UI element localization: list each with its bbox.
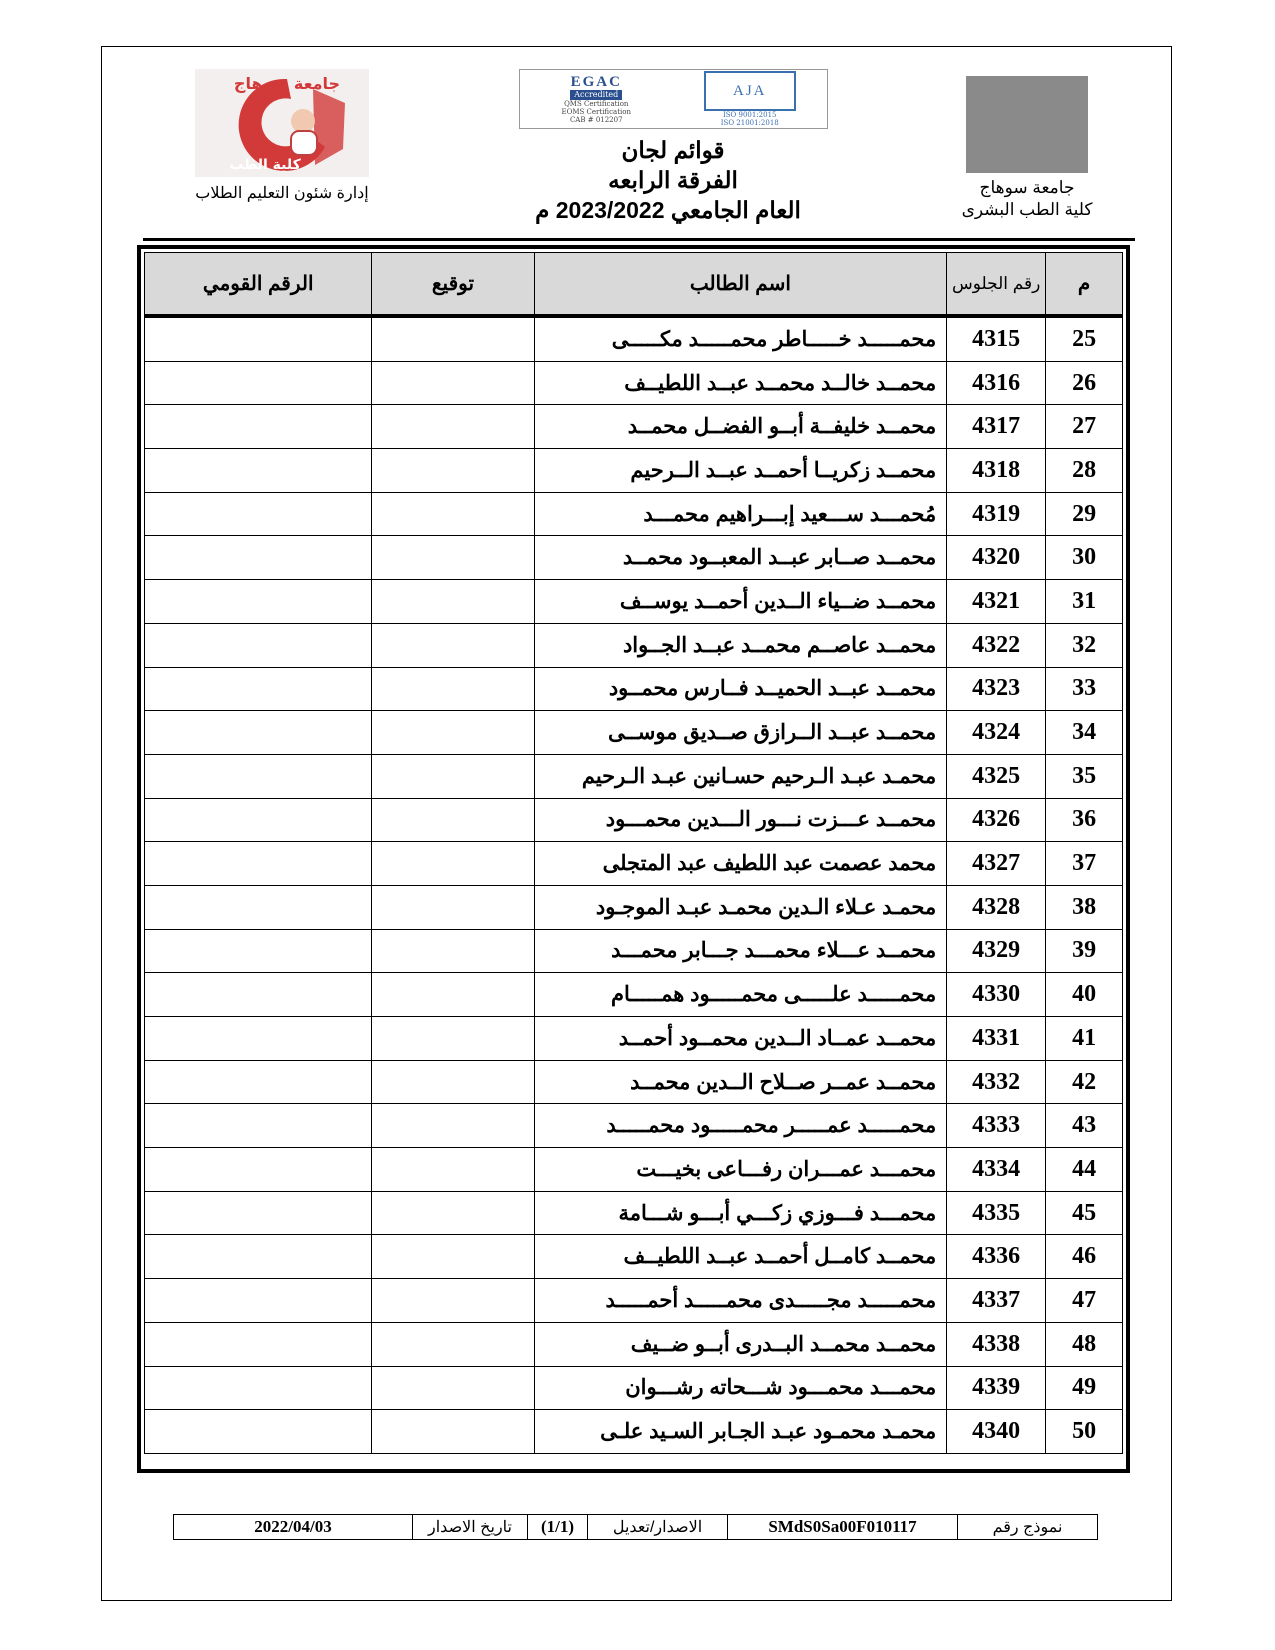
department-name: إدارة شئون التعليم الطلاب xyxy=(195,185,369,202)
title-block xyxy=(518,69,828,225)
table-row xyxy=(145,1322,1123,1366)
table-row xyxy=(145,1148,1123,1192)
seat-number: 4325 xyxy=(947,754,1046,798)
seat-number: 4328 xyxy=(947,885,1046,929)
student-name: محمــد زكريــا أحمــد عبــد الــرحيم xyxy=(534,449,947,493)
student-name: محمـــد عمـــران رفـــاعى بخيـــت xyxy=(534,1148,947,1192)
row-index: 33 xyxy=(1046,667,1123,711)
seat-number: 4321 xyxy=(947,580,1046,624)
col-header-signature: توقيع xyxy=(372,253,534,317)
student-name: محمـد عبـد الـرحيم حسـانين عبـد الـرحيم xyxy=(534,754,947,798)
national-id-cell xyxy=(145,754,372,798)
table-row xyxy=(145,842,1123,886)
national-id-cell xyxy=(145,929,372,973)
national-id-cell xyxy=(145,1322,372,1366)
national-id-cell xyxy=(145,1017,372,1061)
roster-table xyxy=(144,252,1123,1454)
signature-cell xyxy=(372,1148,534,1192)
national-id-cell xyxy=(145,1410,372,1454)
row-index: 46 xyxy=(1046,1235,1123,1279)
seat-number: 4333 xyxy=(947,1104,1046,1148)
row-index: 44 xyxy=(1046,1148,1123,1192)
national-id-cell xyxy=(145,1104,372,1148)
table-row xyxy=(145,316,1123,361)
signature-cell xyxy=(372,711,534,755)
student-name: محمــد عبــد الــرازق صــديق موســى xyxy=(534,711,947,755)
row-index: 36 xyxy=(1046,798,1123,842)
student-name: محمــد عمــر صــلاح الــدين محمــد xyxy=(534,1060,947,1104)
seat-number: 4337 xyxy=(947,1279,1046,1323)
row-index: 41 xyxy=(1046,1017,1123,1061)
table-row xyxy=(145,929,1123,973)
national-id-cell xyxy=(145,1366,372,1410)
seat-number: 4340 xyxy=(947,1410,1046,1454)
national-id-cell xyxy=(145,1279,372,1323)
student-name: محمــد عـــزت نـــور الـــدين محمـــود xyxy=(534,798,947,842)
signature-cell xyxy=(372,1191,534,1235)
signature-cell xyxy=(372,536,534,580)
university-logo-placeholder xyxy=(966,76,1088,173)
seat-number: 4322 xyxy=(947,623,1046,667)
aja-line: ISO 21001:2018 xyxy=(720,119,779,127)
national-id-cell xyxy=(145,623,372,667)
table-row xyxy=(145,711,1123,755)
form-number-value-text: SMdS0Sa00F010117 xyxy=(768,1517,917,1536)
row-index: 27 xyxy=(1046,405,1123,449)
seat-number: 4323 xyxy=(947,667,1046,711)
student-name: محمـــد محمـــود شـــحاته رشـــوان xyxy=(534,1366,947,1410)
national-id-cell xyxy=(145,711,372,755)
student-name: محمــد ضــياء الــدين أحمــد يوســف xyxy=(534,580,947,624)
egac-accredited-badge: Accredited xyxy=(570,90,622,100)
certification-badges xyxy=(519,69,828,129)
table-row xyxy=(145,1410,1123,1454)
signature-cell xyxy=(372,623,534,667)
form-number-label xyxy=(957,1515,1097,1539)
student-name: محمــد كامــل أحمــد عبــد اللطيــف xyxy=(534,1235,947,1279)
signature-cell xyxy=(372,973,534,1017)
table-row xyxy=(145,580,1123,624)
table-row xyxy=(145,1279,1123,1323)
table-row xyxy=(145,1060,1123,1104)
university-name: جامعة سوهاج xyxy=(979,178,1075,197)
table-row xyxy=(145,361,1123,405)
signature-cell xyxy=(372,885,534,929)
signature-cell xyxy=(372,842,534,886)
row-index: 31 xyxy=(1046,580,1123,624)
form-number-value xyxy=(727,1515,957,1539)
roster-table-frame xyxy=(137,245,1130,1473)
header-divider xyxy=(143,238,1135,241)
student-name: محمــد صــابر عبــد المعبــود محمــد xyxy=(534,536,947,580)
student-name: محمــد عمــاد الــدين محمــود أحمــد xyxy=(534,1017,947,1061)
row-index: 29 xyxy=(1046,492,1123,536)
class-year: الفرقة الرابعه xyxy=(608,167,738,193)
col-header-name: اسم الطالب xyxy=(534,253,947,317)
row-index: 42 xyxy=(1046,1060,1123,1104)
national-id-cell xyxy=(145,1191,372,1235)
egac-line: QMS Certification xyxy=(564,100,629,108)
issue-date-label-text: تاريخ الاصدار xyxy=(428,1519,513,1536)
row-index: 43 xyxy=(1046,1104,1123,1148)
seat-number: 4338 xyxy=(947,1322,1046,1366)
national-id-cell xyxy=(145,449,372,493)
national-id-cell xyxy=(145,405,372,449)
seat-number: 4326 xyxy=(947,798,1046,842)
student-name: مُحمـــد ســـعيد إبـــراهيم محمـــد xyxy=(534,492,947,536)
student-name: محمـــــد مجـــــدى محمـــــد أحمـــــد xyxy=(534,1279,947,1323)
row-index: 50 xyxy=(1046,1410,1123,1454)
aja-certification xyxy=(673,70,827,128)
student-name: محمـــــد علـــــى محمـــــود همـــــام xyxy=(534,973,947,1017)
national-id-cell xyxy=(145,798,372,842)
seat-number: 4335 xyxy=(947,1191,1046,1235)
aja-line: ISO 9001:2015 xyxy=(722,111,777,119)
row-index: 40 xyxy=(1046,973,1123,1017)
egac-logo: EGAC xyxy=(570,74,622,90)
col-header-seat: رقم الجلوس xyxy=(947,253,1046,317)
seat-number: 4332 xyxy=(947,1060,1046,1104)
seat-number: 4336 xyxy=(947,1235,1046,1279)
seat-number: 4330 xyxy=(947,973,1046,1017)
aja-logo: AJA xyxy=(704,71,796,111)
national-id-cell xyxy=(145,580,372,624)
faculty-name: كلية الطب البشرى xyxy=(961,200,1093,219)
table-row xyxy=(145,798,1123,842)
seat-number: 4327 xyxy=(947,842,1046,886)
table-row xyxy=(145,1366,1123,1410)
seat-number: 4329 xyxy=(947,929,1046,973)
national-id-cell xyxy=(145,842,372,886)
version-value xyxy=(527,1515,587,1539)
signature-cell xyxy=(372,1235,534,1279)
row-index: 28 xyxy=(1046,449,1123,493)
page-title: قوائم لجان xyxy=(621,137,725,163)
form-number-label-text: نموذج رقم xyxy=(992,1519,1063,1536)
university-block xyxy=(947,76,1107,221)
signature-cell xyxy=(372,492,534,536)
signature-cell xyxy=(372,1060,534,1104)
col-header-national-id: الرقم القومي xyxy=(145,253,372,317)
table-row xyxy=(145,536,1123,580)
row-index: 39 xyxy=(1046,929,1123,973)
student-name: محمـد عـلاء الـدين محمـد عبـد الموجـود xyxy=(534,885,947,929)
seat-number: 4316 xyxy=(947,361,1046,405)
academic-year: العام الجامعي 2023/2022 م xyxy=(535,197,801,223)
student-name: محمــد خليفــة أبــو الفضــل محمــد xyxy=(534,405,947,449)
row-index: 45 xyxy=(1046,1191,1123,1235)
row-index: 26 xyxy=(1046,361,1123,405)
student-name: محمــد عاصــم محمــد عبــد الجــواد xyxy=(534,623,947,667)
student-name: محمـد محمـود عبـد الجـابر السـيد علـى xyxy=(534,1410,947,1454)
signature-cell xyxy=(372,361,534,405)
faculty-logo-icon xyxy=(195,69,369,177)
faculty-logo xyxy=(195,69,369,177)
national-id-cell xyxy=(145,1148,372,1192)
table-row xyxy=(145,973,1123,1017)
row-index: 25 xyxy=(1046,316,1123,361)
signature-cell xyxy=(372,1017,534,1061)
seat-number: 4320 xyxy=(947,536,1046,580)
egac-certification xyxy=(520,70,674,128)
department-block xyxy=(162,69,402,203)
row-index: 30 xyxy=(1046,536,1123,580)
signature-cell xyxy=(372,667,534,711)
logo-text-faculty: كلية الطب xyxy=(229,157,301,173)
seat-number: 4317 xyxy=(947,405,1046,449)
signature-cell xyxy=(372,1322,534,1366)
version-label xyxy=(587,1515,727,1539)
row-index: 38 xyxy=(1046,885,1123,929)
table-row xyxy=(145,754,1123,798)
student-name: محمــد عـــلاء محمـــد جـــابر محمـــد xyxy=(534,929,947,973)
seat-number: 4331 xyxy=(947,1017,1046,1061)
table-row xyxy=(145,449,1123,493)
form-footer xyxy=(173,1514,1098,1540)
national-id-cell xyxy=(145,667,372,711)
signature-cell xyxy=(372,580,534,624)
student-name: محمــد خالــد محمــد عبــد اللطيــف xyxy=(534,361,947,405)
issue-date-value-text: 2022/04/03 xyxy=(254,1517,332,1536)
table-row xyxy=(145,492,1123,536)
national-id-cell xyxy=(145,885,372,929)
issue-date-value xyxy=(174,1515,412,1539)
national-id-cell xyxy=(145,973,372,1017)
table-row xyxy=(145,1235,1123,1279)
student-name: محمد عصمت عبد اللطيف عبد المتجلى xyxy=(534,842,947,886)
national-id-cell xyxy=(145,492,372,536)
seat-number: 4319 xyxy=(947,492,1046,536)
student-name: محمــد محمــد البــدرى أبــو ضــيف xyxy=(534,1322,947,1366)
table-row xyxy=(145,885,1123,929)
national-id-cell xyxy=(145,1060,372,1104)
row-index: 34 xyxy=(1046,711,1123,755)
version-value-text: (1/1) xyxy=(540,1517,575,1536)
signature-cell xyxy=(372,1104,534,1148)
signature-cell xyxy=(372,1279,534,1323)
national-id-cell xyxy=(145,316,372,361)
seat-number: 4334 xyxy=(947,1148,1046,1192)
seat-number: 4315 xyxy=(947,316,1046,361)
logo-text-university: جامعة سوهاج xyxy=(233,74,341,93)
row-index: 49 xyxy=(1046,1366,1123,1410)
national-id-cell xyxy=(145,361,372,405)
student-name: محمــد عبــد الحميــد فــارس محمــود xyxy=(534,667,947,711)
table-header-row xyxy=(145,253,1123,317)
table-row xyxy=(145,1191,1123,1235)
egac-line: EOMS Certification xyxy=(561,108,631,116)
signature-cell xyxy=(372,929,534,973)
row-index: 37 xyxy=(1046,842,1123,886)
issue-date-label xyxy=(412,1515,527,1539)
table-row xyxy=(145,405,1123,449)
student-name: محمـــــد عمـــــر محمـــــود محمـــــد xyxy=(534,1104,947,1148)
version-label-text: الاصدار/تعديل xyxy=(612,1519,703,1536)
table-row xyxy=(145,623,1123,667)
row-index: 32 xyxy=(1046,623,1123,667)
signature-cell xyxy=(372,1366,534,1410)
signature-cell xyxy=(372,754,534,798)
student-name: محمـــــد خـــــاطر محمـــــد مكـــــى xyxy=(534,316,947,361)
col-header-index: م xyxy=(1046,253,1123,317)
row-index: 47 xyxy=(1046,1279,1123,1323)
signature-cell xyxy=(372,449,534,493)
signature-cell xyxy=(372,405,534,449)
row-index: 35 xyxy=(1046,754,1123,798)
row-index: 48 xyxy=(1046,1322,1123,1366)
national-id-cell xyxy=(145,536,372,580)
table-row xyxy=(145,1104,1123,1148)
table-row xyxy=(145,1017,1123,1061)
seat-number: 4324 xyxy=(947,711,1046,755)
table-row xyxy=(145,667,1123,711)
seat-number: 4339 xyxy=(947,1366,1046,1410)
seat-number: 4318 xyxy=(947,449,1046,493)
student-name: محمـــد فـــوزي زكـــي أبـــو شـــامة xyxy=(534,1191,947,1235)
signature-cell xyxy=(372,1410,534,1454)
national-id-cell xyxy=(145,1235,372,1279)
egac-line: CAB # 012207 xyxy=(569,116,623,124)
signature-cell xyxy=(372,316,534,361)
signature-cell xyxy=(372,798,534,842)
